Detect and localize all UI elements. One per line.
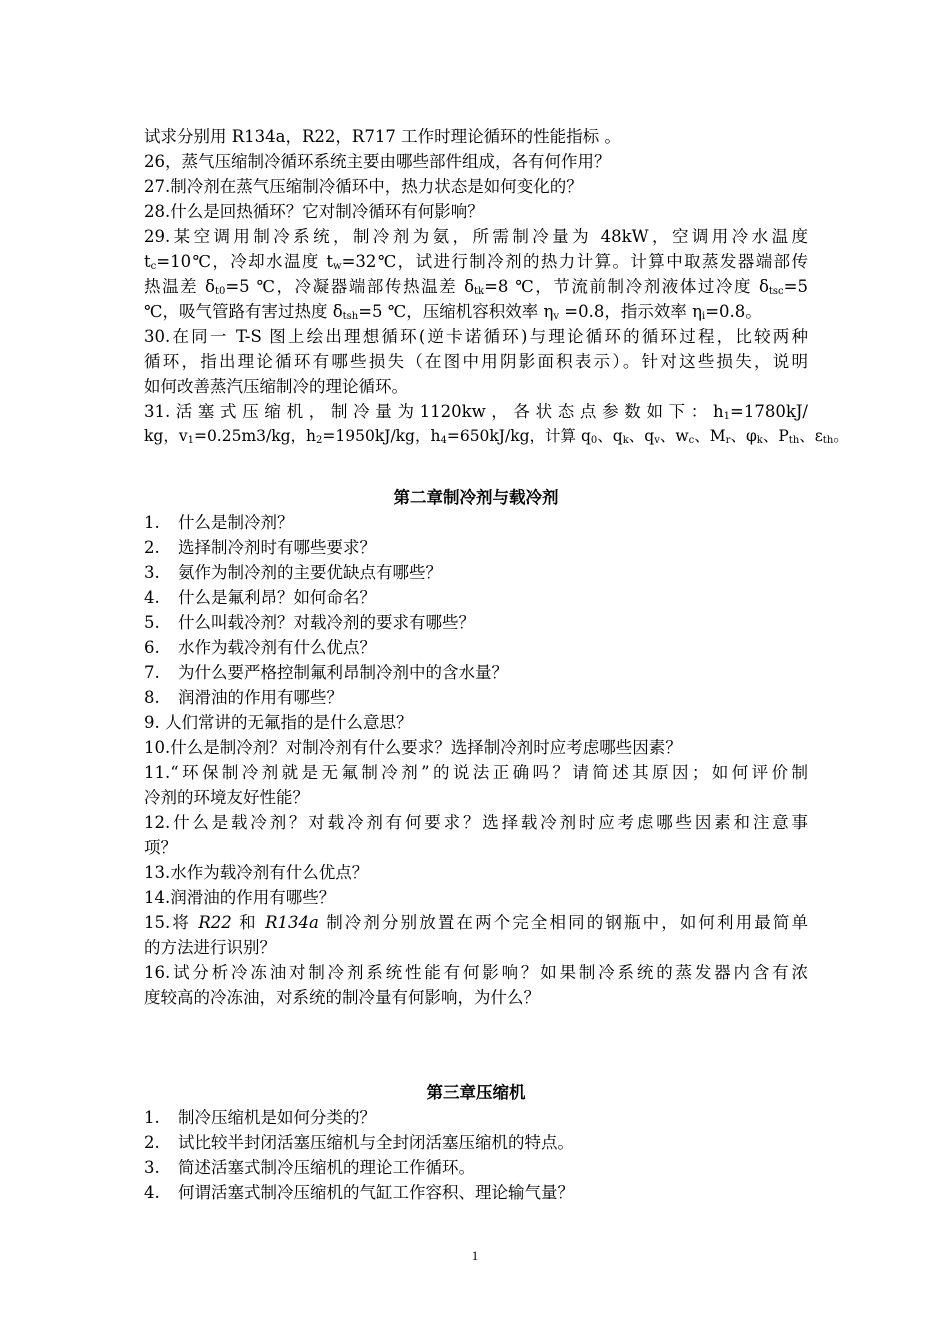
question-29-line-4: ℃，吸气管路有害过热度 $\delta_{tsh}=5$ ℃，压缩机容积效率 $\eta_v =0.8$，指示效率 $\eta_i=0.8$。 — [144, 302, 762, 322]
question-27: 27.制冷剂在蒸气压缩制冷循环中，热力状态是如何变化的？ — [144, 177, 583, 196]
question-12-line-1: 12.什么是载冷剂？对载冷剂有何要求？选择载冷剂时应考虑哪些因素和注意事 — [144, 813, 808, 832]
question-29-line-3: 热温差 $\delta_{t0}=5$ ℃，冷凝器端部传热温差 $\delta_{tk}=8$ ℃，节流前制冷剂液体过冷度 $\delta_{tsc}=5$ — [144, 277, 808, 297]
question-15-line-1: 15.将 R22 和 R134a 制冷剂分别放置在两个完全相同的钢瓶中，如何利用最简单 — [144, 913, 808, 932]
question-26: 26，蒸气压缩制冷循环系统主要由哪些部件组成，各有何作用？ — [144, 152, 611, 171]
question-30-line-2: 循环，指出理论循环有哪些损失（在图中用阴影面积表示）。针对这些损失，说明 — [144, 352, 808, 371]
question-15-line-2: 的方法进行识别？ — [144, 938, 276, 957]
page-number: 1 — [471, 1248, 479, 1263]
question-9: 9. 人们常讲的无氟指的是什么意思？ — [144, 713, 413, 732]
question-31-line-1: 31. 活 塞 式 压 缩 机 ， 制 冷 量 为 1120kw ， 各 状 态 点 参 数 如 下 ： $h_1=1780kJ/$ — [144, 402, 808, 422]
list-item: 4. 何谓活塞式制冷压缩机的气缸工作容积、理论输气量？ — [144, 1183, 574, 1202]
page-content — [144, 124, 849, 1205]
question-16-line-2: 度较高的冷冻油，对系统的制冷量有何影响，为什么？ — [144, 988, 540, 1007]
question-14: 14.润滑油的作用有哪些？ — [144, 888, 336, 907]
question-30-line-1: 30.在同一 T-S 图上绘出理想循环(逆卡诺循环)与理论循环的循环过程，比较两种 — [144, 327, 808, 346]
list-item: 4. 什么是氟利昂？如何命名？ — [144, 588, 376, 607]
list-item: 3. 简述活塞式制冷压缩机的理论工作循环。 — [144, 1158, 475, 1177]
list-item: 8. 润滑油的作用有哪些？ — [144, 688, 343, 707]
list-item: 6. 水作为载冷剂有什么优点？ — [144, 638, 376, 657]
question-11-line-2: 冷剂的环境友好性能？ — [144, 788, 309, 807]
question-28: 28.什么是回热循环？它对制冷循环有何影响？ — [144, 202, 484, 221]
question-10: 10.什么是制冷剂？对制冷剂有什么要求？选择制冷剂时应考虑哪些因素？ — [144, 738, 682, 757]
list-item: 5. 什么叫载冷剂？对载冷剂的要求有哪些？ — [144, 613, 475, 632]
list-item: 7. 为什么要严格控制氟利昂制冷剂中的含水量？ — [144, 663, 508, 682]
question-13: 13.水作为载冷剂有什么优点？ — [144, 863, 369, 882]
list-item: 2. 选择制冷剂时有哪些要求？ — [144, 538, 376, 557]
chapter-3-numbered-list — [144, 1105, 808, 1205]
chapter-2-heading: 第二章制冷剂与载冷剂 — [393, 488, 559, 507]
question-29-line-1: 29.某空调用制冷系统，制冷剂为氨，所需制冷量为 48kW，空调用冷水温度 — [144, 227, 808, 246]
question-11-line-1: 11.“环保制冷剂就是无氟制冷剂”的说法正确吗？请简述其原因；如何评价制 — [144, 763, 808, 782]
list-item: 2. 试比较半封闭活塞压缩机与全封闭活塞压缩机的特点。 — [144, 1133, 574, 1152]
list-item: 3. 氨作为制冷剂的主要优缺点有哪些？ — [144, 563, 442, 582]
list-item: 1. 制冷压缩机是如何分类的？ — [144, 1108, 376, 1127]
question-29-line-2: $t_c=10℃$，冷却水温度 $t_w=32℃$，试进行制冷剂的热力计算。计算中取蒸发器端部传 — [144, 252, 809, 272]
list-item: 1. 什么是制冷剂？ — [144, 513, 294, 532]
chapter-3-heading: 第三章压缩机 — [426, 1083, 526, 1102]
question-12-line-2: 项？ — [144, 838, 177, 857]
question-30-line-3: 如何改善蒸汽压缩制冷的理论循环。 — [144, 377, 408, 396]
question-31-line-2: kg，$v_1=0.25m3/kg$，$h_2=1950kJ/kg$，$h_4=650kJ/kg$，计算 $q_0$、$q_k$、$q_v$、$w_c$、$M_r$、$\varphi_k$、$P_{th}$、$\varepsilon_{th}$。 — [144, 427, 849, 446]
question-16-line-1: 16.试分析冷冻油对制冷剂系统性能有何影响？如果制冷系统的蒸发器内含有浓 — [144, 963, 808, 982]
text-line: 试求分别用 R134a，R22，R717 工作时理论循环的性能指标 。 — [144, 127, 621, 146]
chapter-2-numbered-list — [144, 510, 808, 710]
